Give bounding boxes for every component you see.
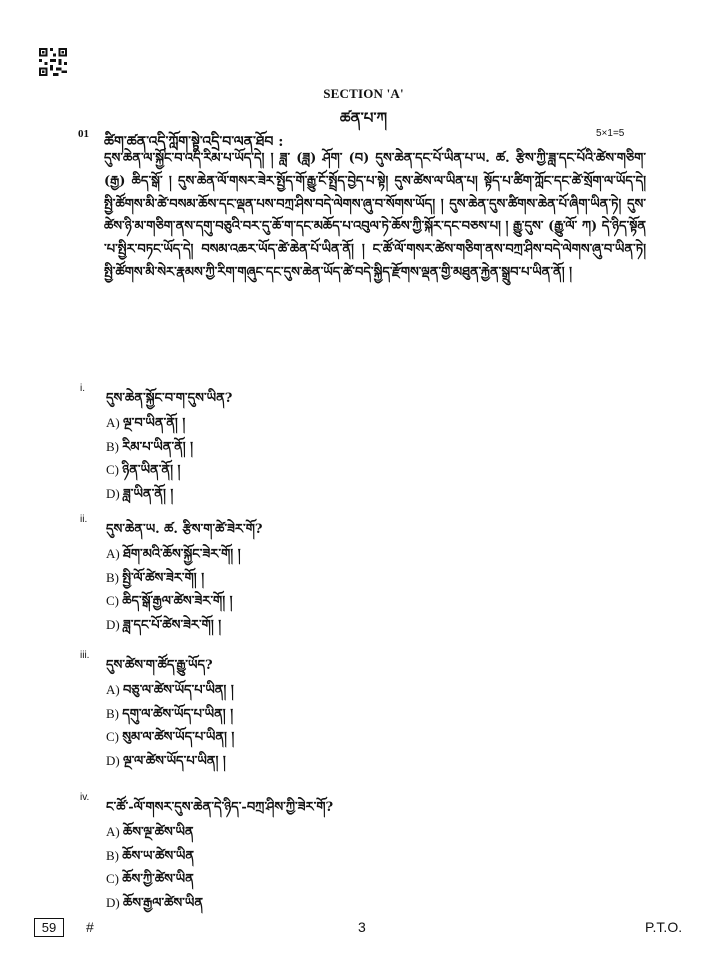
option-c — [106, 864, 203, 888]
option-list — [106, 408, 193, 502]
option-d — [106, 610, 241, 634]
option-text: སྤྱི་ལོ་ཚེས་ཟེར་གོ། ། — [122, 570, 205, 586]
option-letter: C) — [106, 593, 119, 608]
option-b — [106, 563, 241, 587]
option-text: བཅུ་ལ་ཚེས་ཡོད་པ་ཡིན། ། — [122, 683, 234, 698]
option-letter: B) — [106, 847, 119, 863]
option-c — [106, 722, 234, 746]
option-letter: C) — [106, 462, 119, 477]
option-text: ཟླ་ཡིན་ནོ། ། — [122, 486, 174, 502]
option-text: ཆིད་སྒོ་རྒྱལ་ཚེས་ཟེར་གོ། ། — [122, 594, 233, 609]
option-a — [106, 408, 193, 432]
option-letter: B) — [106, 569, 119, 585]
qr-code-icon — [38, 48, 68, 76]
option-b — [106, 841, 203, 865]
option-text: ལྔ་ལ་ཚེས་ཡོད་པ་ཡིན། ། — [122, 753, 226, 769]
sub-question-number: ii. — [80, 514, 88, 525]
question-number: 01 — [78, 128, 89, 140]
option-text: ཆོས་རྒྱལ་ཚེས་ཡིན — [122, 895, 203, 911]
sub-question-stem: ང་ཚོ་-ལོ་གསར་དུས་ཆེན་དེ་ཉིད་-བཀྲ་ཤིས་ཀྱི་ཟེར་གོ? — [106, 800, 334, 815]
section-subtitle: ཚན་པ་ཀ — [339, 109, 388, 127]
option-letter: D) — [106, 616, 120, 632]
sub-question-number: iii. — [80, 650, 90, 661]
option-letter: D) — [106, 894, 120, 910]
option-a — [106, 817, 203, 841]
option-text: ཆོས་ཡ་ཚེས་ཡིན — [122, 848, 195, 864]
sub-question-number: i. — [80, 383, 85, 394]
option-d — [106, 746, 234, 770]
option-letter: D) — [106, 485, 120, 501]
option-list — [106, 817, 203, 911]
option-b — [106, 432, 193, 456]
section-title: SECTION 'A' — [323, 86, 404, 101]
page-number: 3 — [358, 919, 366, 935]
option-c — [106, 586, 241, 610]
marks-allocation: 5×1=5 — [596, 128, 625, 139]
reading-passage: དུས་ཆེན་ལ་སྐྱོང་བ་འདི་རིམ་པ་ཡོད་དེ། ། ཟླ་ (ཟླ) ཤོག་ (བ) དུས་ཆེན་དང་པོ་ཡིན་པ་ཡ. ཚ. རྩིས་ཀྱི་ཟླ་དང་པོའི་ཚེས་གཅིག་ (རྒྱ) ཆིད་སྒོ་ ། དུས་ཆེན་ལོ་གསར་ཟེར་སྤྱོད་གོ་རྒྱུ་ངོ་སྤྲོད་བྱེད་པ་སྟེ། དུས་ཚེས་ལ་ཡིན་པ། སྟོད་པ་ཚིག་ཀློང་དང་ཚེ་སྲོག་ལ་ཡོད་དེ། སྤྱི་ཚོགས་མི་ཚེ་བསམ་ཆོས་དང་ལྡན་པས་བཀྲ་ཤིས་བདེ་ལེགས་ཞུ་བ་སོགས་ཡོད། ། དུས་ཆེན་དུས་ཚིགས་ཆེན་པོ་ཞིག་ཡིན་ཏེ། དུས་ཚེས་ཉི་མ་གཅིག་ནས་དགུ་བཅུའི་བར་དུ་ཆོ་ག་དང་མཆོད་པ་འབུལ་ཏེ་ཆོས་ཀྱི་སྐོར་དང་བཅས་པ། ། རྒྱུ་དུས་ (རྒྱུ་ལོ་ ཀ) དེ་ཉིད་སྟོན་པ་སྤྱིར་བཏང་ཡོད་དེ། བསམ་འཆར་ཡོད་ཚེ་ཆེན་པོ་ཡིན་ནོ། ། ང་ཚོ་ལོ་གསར་ཚེས་གཅིག་ནས་བཀྲ་ཤིས་བདེ་ལེགས་ཞུ་བ་ཡིན་ཏེ། སྤྱི་ཚོགས་མི་སེར་རྣམས་ཀྱི་རིག་གཞུང་དང་དུས་ཆེན་ཡོད་ཚེ་བདེ་སྐྱིད་རྫོགས་ལྡན་གྱི་མཐུན་རྐྱེན་སྒྲུབ་པ་ཡིན་ནོ། ། — [104, 151, 646, 280]
option-letter: B) — [106, 705, 119, 721]
option-letter: C) — [106, 729, 119, 744]
option-a — [106, 539, 241, 563]
option-d — [106, 888, 203, 912]
option-text: ཆོས་ལྔ་ཚེས་ཡིན — [122, 825, 194, 840]
sub-question-number: iv. — [80, 792, 90, 803]
option-b — [106, 699, 234, 723]
option-text: རིམ་པ་ཡིན་ནོ། ། — [122, 439, 194, 455]
option-a — [106, 675, 234, 699]
sub-question-stem: དུས་ཚེས་ག་ཚོད་རྒྱུ་ཡོད? — [106, 658, 213, 673]
option-text: ལྔ་བ་ཡིན་ནོ། ། — [122, 416, 186, 431]
option-list — [106, 675, 234, 769]
option-letter: A) — [106, 824, 120, 839]
option-letter: B) — [106, 438, 119, 454]
option-text: ཐོག་མའི་ཆོས་སྐྱོང་ཟེར་གོ། ། — [122, 547, 241, 562]
paper-code-box: 59 — [34, 918, 64, 937]
option-letter: A) — [106, 546, 120, 561]
option-text: ཟླ་དང་པོ་ཚེས་ཟེར་གོ། ། — [122, 617, 222, 633]
question-heading: ཚིག་ཚན་འདི་ཀློག་སྟེ་འདྲི་བ་ལན་ཐོབ : — [104, 134, 284, 150]
sub-question-stem: དུས་ཆེན་ཡ. ཚ. རྩིས་ག་ཚེ་ཟེར་གོ? — [106, 522, 263, 537]
option-letter: A) — [106, 682, 120, 697]
option-text: ཆོས་ཀྱི་ཚེས་ཡིན — [122, 872, 194, 887]
option-d — [106, 479, 193, 503]
please-turn-over: P.T.O. — [645, 919, 683, 935]
footer-hash: # — [86, 919, 94, 935]
option-letter: C) — [106, 871, 119, 886]
option-text: དགུ་ལ་ཚེས་ཡོད་པ་ཡིན། ། — [122, 706, 234, 722]
option-text: སུམ་ལ་ཚེས་ཡོད་པ་ཡིན། ། — [122, 730, 235, 745]
option-list — [106, 539, 241, 633]
option-text: ཉིན་ཡིན་ནོ། ། — [122, 463, 181, 478]
sub-question-stem: དུས་ཆེན་སྐྱོང་བ་ག་དུས་ཡིན? — [106, 391, 233, 406]
option-letter: D) — [106, 752, 120, 768]
option-c — [106, 455, 193, 479]
option-letter: A) — [106, 415, 120, 430]
